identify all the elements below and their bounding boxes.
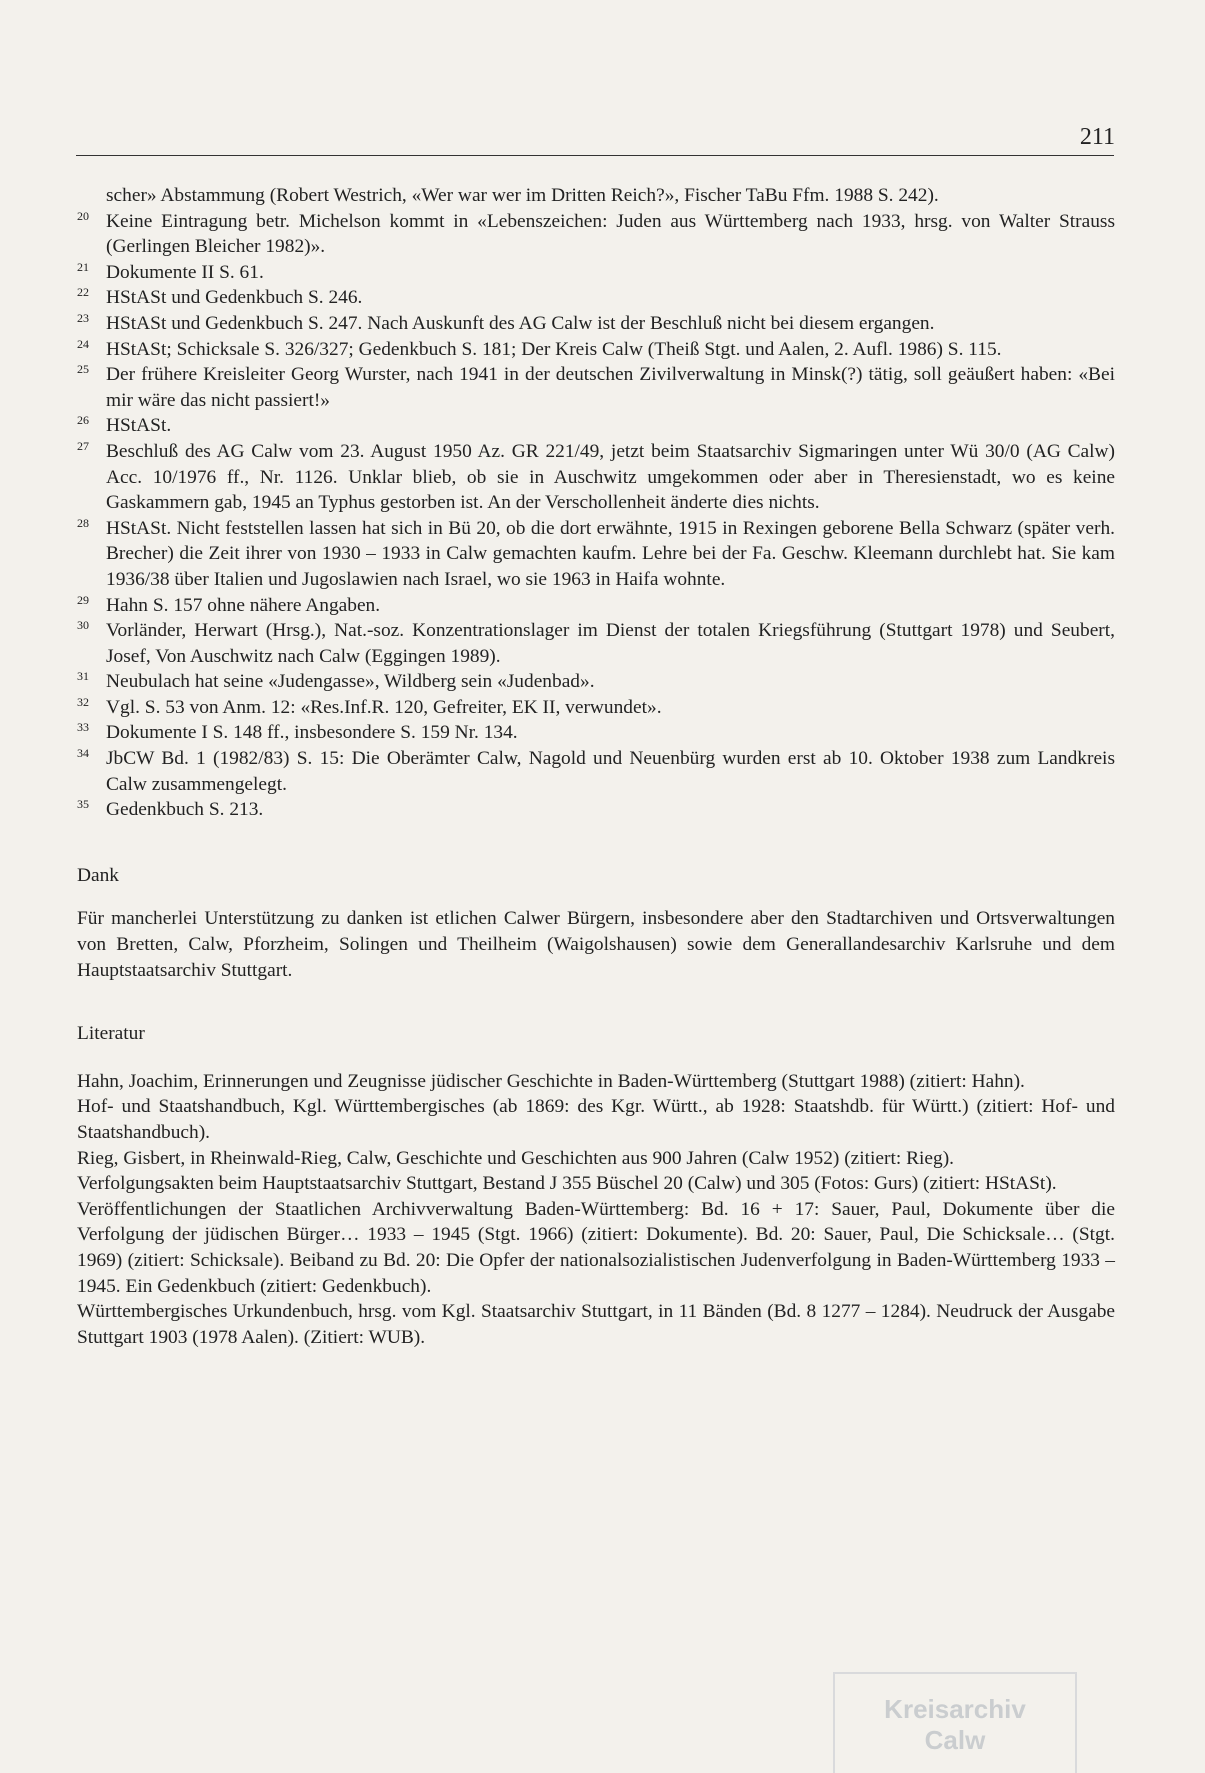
footnote-25 — [77, 362, 1115, 413]
footnote-text: Gedenkbuch S. 213. — [106, 799, 264, 821]
literatur-entry: Hof- und Staatshandbuch, Kgl. Württembergisches (ab 1869: des Kgr. Württ., ab 1928: Staatshdb. für Württ.) (zitiert: Hof- und Staatshandbuch). — [77, 1096, 1115, 1143]
footnote-text: Keine Eintragung betr. Michelson kommt in «Lebenszeichen: Juden aus Württemberg nach 1933, hrsg. von Walter Strauss (Gerlingen Bleicher 1982)». — [106, 210, 1115, 258]
footnote-number: 29 — [77, 592, 89, 607]
footnote-text: Neubulach hat seine «Judengasse», Wildberg sein «Judenbad». — [106, 671, 595, 693]
footnote-number: 22 — [77, 285, 89, 300]
footnote-28 — [77, 516, 1115, 593]
footnote-22 — [77, 285, 1115, 311]
footnote-text: scher» Abstammung (Robert Westrich, «Wer war wer im Dritten Reich?», Fischer TaBu Ffm. 1988 S. 242). — [106, 185, 939, 206]
footnote-text: Vorländer, Herwart (Hrsg.), Nat.-soz. Konzentrationslager im Dienst der totalen Kriegsführung (Stuttgart 1978) und Seubert, Josef, Von Auschwitz nach Calw (Eggingen 1989). — [106, 620, 1115, 667]
page-content — [77, 183, 1115, 1350]
footnote-text: HStASt. Nicht feststellen lassen hat sich in Bü 20, ob die dort erwähnte, 1915 in Rexingen geborene Bella Schwarz (später verh. Brecher) die Zeit ihrer von 1930 – 1933 in Calw gemachten kaufm. Lehre bei der Fa. Geschw. Kleemann durchlebt hat. Sie kam 1936/38 über Italien und Jugoslawien nach Israel, wo sie 1963 in Haifa wohnte. — [106, 517, 1115, 590]
footnote-text: Hahn S. 157 ohne nähere Angaben. — [106, 594, 381, 616]
footnote-text: Der frühere Kreisleiter Georg Wurster, nach 1941 in der deutschen Zivilverwaltung in Minsk(?) tätig, soll geäußert haben: «Bei mir wäre das nicht passiert!» — [106, 364, 1115, 411]
footnote-26 — [77, 413, 1115, 439]
footnote-number: 31 — [77, 669, 89, 684]
footnote-text: Vgl. S. 53 von Anm. 12: «Res.Inf.R. 120, Gefreiter, EK II, verwundet». — [106, 696, 662, 718]
stamp-line-1: Kreisarchiv — [884, 1694, 1026, 1724]
header-rule — [76, 155, 1114, 156]
footnote-continuation — [77, 183, 1115, 209]
stamp-line-2: Calw — [924, 1725, 986, 1755]
footnote-29 — [77, 593, 1115, 619]
literatur-heading: Literatur — [77, 1023, 145, 1045]
footnote-30 — [77, 618, 1115, 669]
literatur-entry: Württembergisches Urkundenbuch, hrsg. vom Kgl. Staatsarchiv Stuttgart, in 11 Bänden (Bd. 8 1277 – 1284). Neudruck der Ausgabe Stuttgart 1903 (1978 Aalen). (Zitiert: WUB). — [77, 1301, 1115, 1348]
footnote-32 — [77, 695, 1115, 721]
footnote-number: 35 — [77, 797, 89, 812]
footnote-number: 21 — [77, 259, 89, 274]
footnote-34 — [77, 746, 1115, 797]
footnote-text: JbCW Bd. 1 (1982/83) S. 15: Die Oberämter Calw, Nagold und Neuenbürg wurden erst ab 10. Oktober 1938 zum Landkreis Calw zusammengelegt. — [106, 748, 1115, 795]
archive-stamp — [833, 1672, 1077, 1773]
footnote-number: 25 — [77, 362, 89, 377]
footnote-33 — [77, 720, 1115, 746]
page-number: 211 — [1079, 124, 1115, 150]
footnote-number: 28 — [77, 515, 89, 530]
footnote-35 — [77, 797, 1115, 823]
footnote-text: HStASt und Gedenkbuch S. 246. — [106, 287, 363, 309]
dank-heading: Dank — [77, 864, 120, 886]
footnote-number: 27 — [77, 438, 89, 453]
footnote-text: Beschluß des AG Calw vom 23. August 1950 Az. GR 221/49, jetzt beim Staatsarchiv Sigmaringen unter Wü 30/0 (AG Calw) Acc. 10/1976 ff., Nr. 1126. Unklar blieb, ob sie in Auschwitz umgekommen oder aber in Theresienstadt, wo es keine Gaskammern gab, 1945 an Typhus gestorben ist. An der Verschollenheit änderte dies nichts. — [106, 440, 1115, 514]
footnote-number: 34 — [77, 746, 89, 761]
footnote-20 — [77, 209, 1115, 260]
footnote-number: 33 — [77, 720, 89, 735]
footnote-text: HStASt und Gedenkbuch S. 247. Nach Auskunft des AG Calw ist der Beschluß nicht bei diesem ergangen. — [106, 312, 935, 334]
footnote-text: Dokumente I S. 148 ff., insbesondere S. 159 Nr. 134. — [106, 722, 518, 744]
dank-paragraph: Für mancherlei Unterstützung zu danken ist etlichen Calwer Bürgern, insbesondere aber den Stadtarchiven und Ortsverwaltungen von Bretten, Calw, Pforzheim, Solingen und Theilheim (Waigolshausen) sowie dem Generallandesarchiv Karlsruhe und dem Hauptstaatsarchiv Stuttgart. — [77, 908, 1115, 981]
footnote-number: 23 — [77, 310, 89, 325]
footnote-number: 20 — [77, 208, 89, 223]
literatur-entry: Hahn, Joachim, Erinnerungen und Zeugnisse jüdischer Geschichte in Baden-Württemberg (Stuttgart 1988) (zitiert: Hahn). — [77, 1070, 1025, 1092]
footnote-31 — [77, 669, 1115, 695]
literatur-list — [77, 1069, 1115, 1351]
footnote-number: 24 — [77, 336, 89, 351]
literatur-entry: Veröffentlichungen der Staatlichen Archivverwaltung Baden-Württemberg: Bd. 16 + 17: Sauer, Paul, Dokumente über die Verfolgung der jüdischen Bürger… 1933 – 1945 (Stgt. 1966) (zitiert: Dokumente). Bd. 20: Sauer, Paul, Die Schicksale… (Stgt. 1969) (zitiert: Schicksale). Beiband zu Bd. 20: Die Opfer der nationalsozialistischen Judenverfolgung in Baden-Württemberg 1933 – 1945. Ein Gedenkbuch (zitiert: Gedenkbuch). — [77, 1198, 1115, 1297]
footnote-24 — [77, 337, 1115, 363]
footnotes — [77, 183, 1115, 823]
literatur-entry: Verfolgungsakten beim Hauptstaatsarchiv Stuttgart, Bestand J 355 Büschel 20 (Calw) und 305 (Fotos: Gurs) (zitiert: HStASt). — [77, 1173, 1057, 1195]
footnote-number: 30 — [77, 618, 89, 633]
footnote-number: 32 — [77, 694, 89, 709]
footnote-number: 26 — [77, 413, 89, 428]
footnote-text: Dokumente II S. 61. — [106, 261, 264, 283]
footnote-21 — [77, 260, 1115, 286]
footnote-text: HStASt. — [106, 415, 172, 437]
literatur-entry: Rieg, Gisbert, in Rheinwald-Rieg, Calw, Geschichte und Geschichten aus 900 Jahren (Calw 1952) (zitiert: Rieg). — [77, 1147, 955, 1169]
footnote-text: HStASt; Schicksale S. 326/327; Gedenkbuch S. 181; Der Kreis Calw (Theiß Stgt. und Aalen, 2. Aufl. 1986) S. 115. — [106, 338, 1002, 360]
footnote-27 — [77, 439, 1115, 516]
footnote-23 — [77, 311, 1115, 337]
